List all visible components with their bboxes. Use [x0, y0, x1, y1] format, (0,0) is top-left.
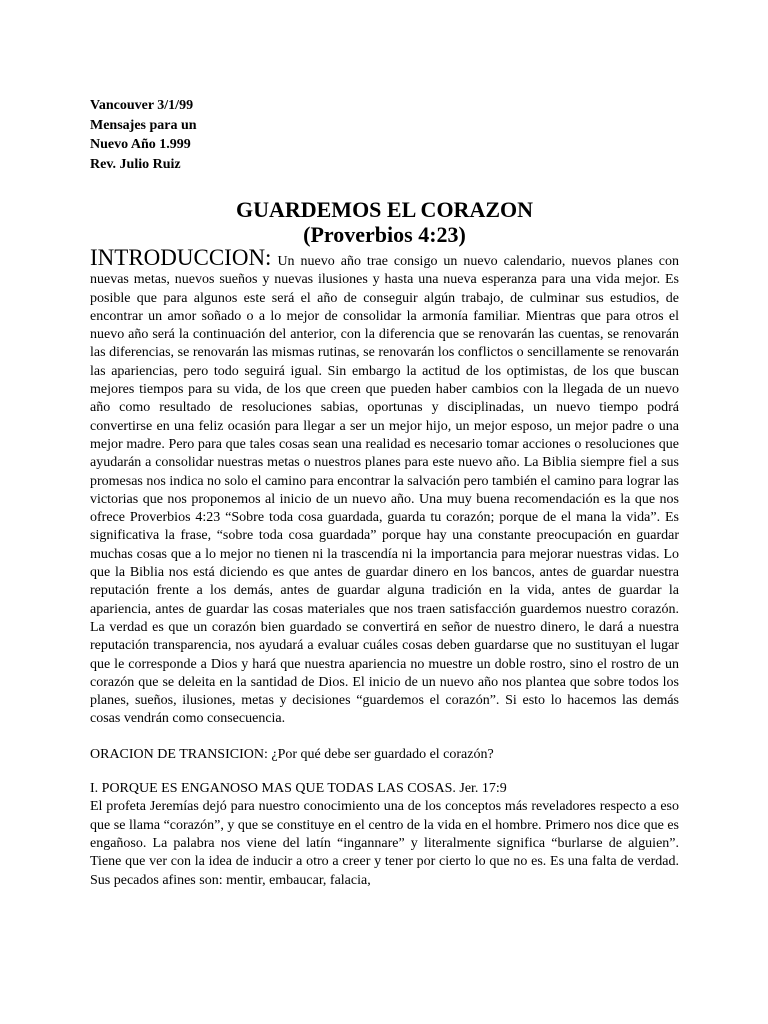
header-location-date: Vancouver 3/1/99 — [90, 98, 194, 113]
header-author: Rev. Julio Ruiz — [90, 156, 181, 172]
section-1-heading: I. PORQUE ES ENGANOSO MAS QUE TODAS LAS COSAS. Jer. 17:9 — [90, 781, 507, 797]
document-header — [90, 96, 679, 174]
sermon-title: GUARDEMOS EL CORAZON — [235, 197, 534, 222]
introduction-text: Un nuevo año trae consigo un nuevo calendario, nuevos planes con nuevas metas, nuevos sueños y nuevas ilusiones y hasta una nueva esperanza para una vida mejor. Es posible que para algunos este será el año de conseguir algún trabajo, de culminar sus estudios, de encontrar un amor soñado o a lo mejor de consolidar la armonía familiar. Mientras que para otros el nuevo año será la continuación del anterior, con la diferencia que se renovarán las cuentas, se renovarán las diferencias, se renovarán las mismas rutinas, se renovarán los conflictos o sencillamente se renovarán las apariencias, pero todo seguirá igual. Sin embargo la actitud de los optimistas, de los que buscan mejores tiempos para su vida, de los que creen que pueden haber cambios con la llegada de un nuevo año como resultado de resoluciones sabias, oportunas y disciplinadas, un nuevo tiempo podrá convertirse en una feliz ocasión para llegar a ser un mejor hijo, un mejor esposo, un mejor padre o una mejor madre. Pero para que tales cosas sean una realidad es necesario tomar acciones o resoluciones que ayudarán a consolidar nuestras metas o nuestros planes para este nuevo año. La Biblia siempre fiel a sus promesas nos indica no solo el camino para encontrar la salvación pero también el camino para lograr las victorias que nos proponemos al inicio de un nuevo año. Una muy buena recomendación es la que nos ofrece Proverbios 4:23 “Sobre toda cosa guardada, guarda tu corazón; porque de el mana la vida”. Es significativa la frase, “sobre toda cosa guardada” porque hay una constante preocupación en guardar muchas cosas que a lo mejor no tienen ni la trascendía ni la importancia para mejorar nuestras vidas. Lo que la Biblia nos está diciendo es que antes de guardar dinero en los bancos, antes de guardar nuestra reputación frente a los demás, antes de guardar alguna tradición en la vida, antes de guardar la apariencia, antes de guardar las cosas materiales que nos traen satisfacción guardemos nuestro corazón. La verdad es que un corazón bien guardado se convertirá en señor de nuestro dinero, le dará a nuestra reputación transparencia, nos ayudará a evaluar cuáles cosas deben guardarse que no sustituyan el lugar que le corresponde a Dios y hará que nuestra apariencia no muestre un doble rostro, sino el rostro de un corazón que se deleita en la santidad de Dios. El inicio de un nuevo año nos plantea que sobre todos los planes, sueños, ilusiones, metas y decisiones “guardemos el corazón”. Si esto lo hacemos las demás cosas vendrán como consecuencia. — [90, 254, 679, 727]
section-1-paragraph: El profeta Jeremías dejó para nuestro conocimiento una de los conceptos más reveladores respecto a eso que se llama “corazón”, y que se constituye en el centro de la vida en el hombre. Primero nos dice que es engañoso. La palabra nos viene del latín “ingannare” y literalmente significa “burlarse de alguien”. Tiene que ver con la idea de inducir a otro a creer y tener por cierto lo que no es. Es una falta de verdad. Sus pecados afines son: mentir, embaucar, falacia, — [90, 799, 679, 888]
introduction-paragraph — [90, 247, 679, 729]
header-subtitle-2: Nuevo Año 1.999 — [90, 137, 191, 152]
sermon-reference: (Proverbios 4:23) — [303, 222, 466, 247]
introduction-label: INTRODUCCION: — [90, 245, 272, 270]
header-subtitle-1: Mensajes para un — [90, 117, 197, 133]
transition-sentence: ORACION DE TRANSICION: ¿Por qué debe ser guardado el corazón? — [90, 746, 494, 762]
